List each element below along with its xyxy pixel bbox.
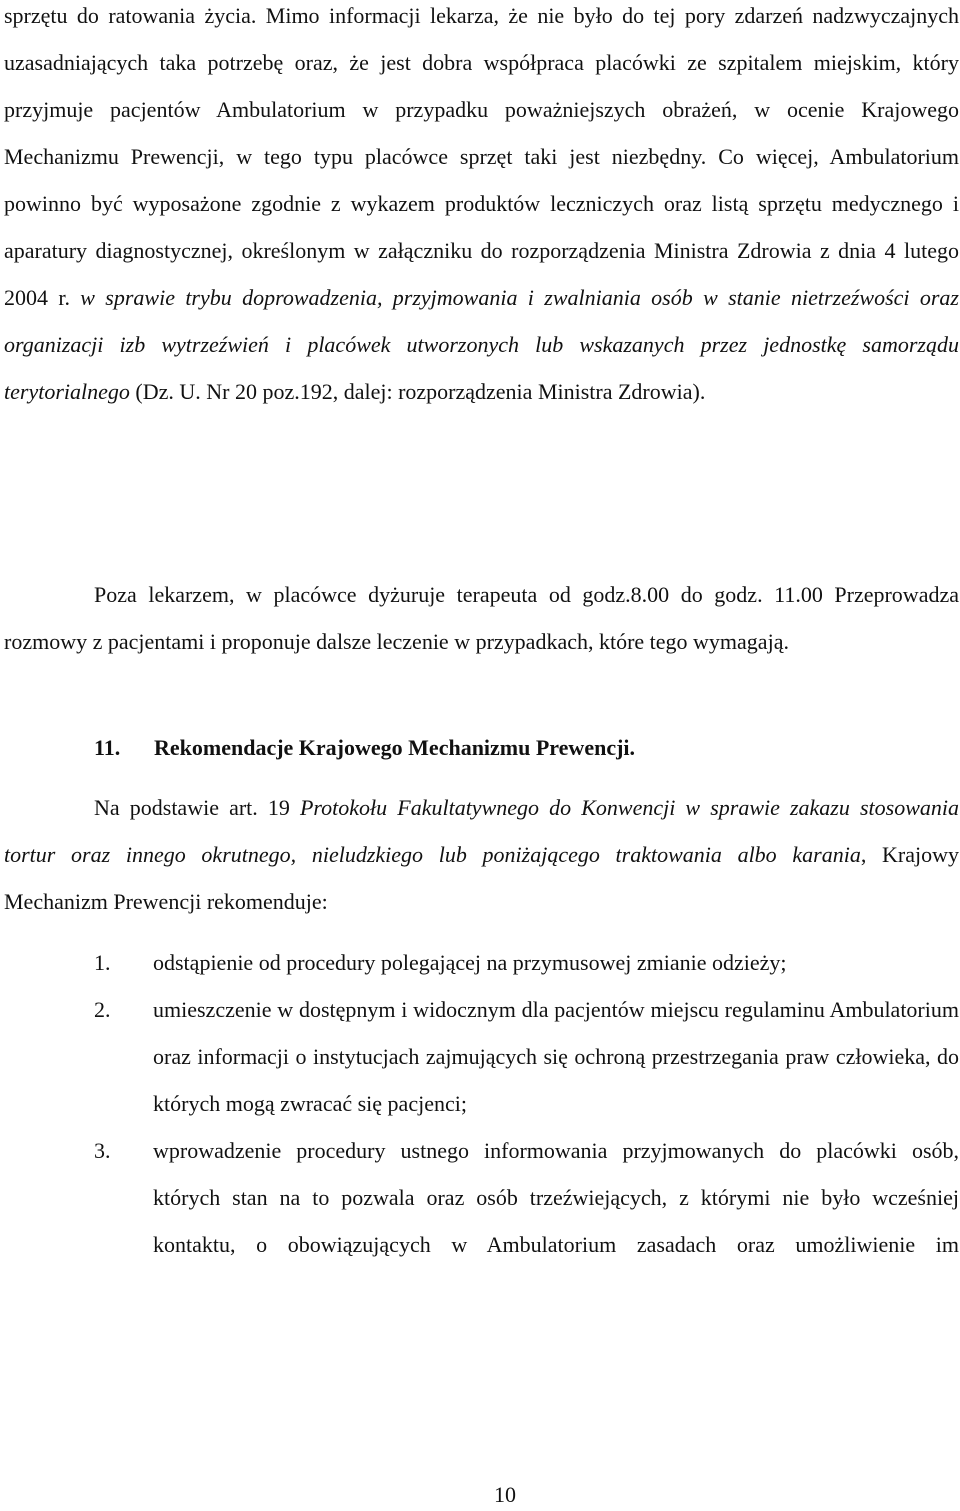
regulation-title: w sprawie trybu doprowadzenia, przyjmowania i zwalniania osób w stanie nietrzeźwości oraz organizacji izb wytrzeźwień i placówek utworzonych lub wskazanych przez jednostkę samorządu terytorialnego — [4, 285, 959, 404]
list-item-number: 3. — [94, 1138, 111, 1163]
list-item-number: 1. — [94, 950, 111, 975]
paragraph-legal-basis — [4, 784, 959, 925]
paragraph-therapist: Poza lekarzem, w placówce dyżuruje terapeuta od godz.8.00 do godz. 11.00 Przeprowadza rozmowy z pacjentami i proponuje dalsze leczenie w przypadkach, które tego wymagają. — [4, 582, 959, 654]
section-number: 11. — [94, 735, 121, 760]
section-heading — [94, 724, 635, 771]
list-item-text: odstąpienie od procedury polegającej na przymusowej zmianie odzieży; — [153, 950, 787, 975]
paragraph-1-text: sprzętu do ratowania życia. Mimo informacji lekarza, że nie było do tej pory zdarzeń nadzwyczajnych uzasadniających taka potrzebę oraz, że jest dobra współpraca placówki ze szpitalem miejskim, który przyjmuje pacjentów Ambulatorium w przypadku poważniejszych obrażeń, w ocenie Krajowego Mechanizmu Prewencji, w tego typu placówce sprzęt taki jest niezbędny. Co więcej, Ambulatorium powinno być wyposażone zgodnie z wykazem produktów leczniczych oraz listą sprzętu medycznego i aparatury diagnostycznej, określonym w załączniku do rozporządzenia Ministra Zdrowia z dnia 4 lutego 2004 r. — [4, 3, 959, 310]
paragraph-ambulatory-equipment — [4, 0, 959, 415]
page-number: 10 — [494, 1482, 516, 1507]
list-item — [0, 986, 960, 1127]
list-item-text: umieszczenie w dostępnym i widocznym dla pacjentów miejscu regulaminu Ambulatorium oraz informacji o instytucjach zajmujących się ochroną przestrzegania praw człowieka, do których mogą zwracać się pacjenci; — [153, 997, 959, 1116]
protocol-title: Protokołu Fakultatywnego do Konwencji w sprawie zakazu stosowania tortur oraz innego okrutnego, nieludzkiego lub poniżającego traktowania albo karania — [4, 795, 959, 867]
list-item — [0, 939, 960, 986]
paragraph-1-tail: (Dz. U. Nr 20 poz.192, dalej: rozporządzenia Ministra Zdrowia). — [129, 379, 706, 404]
list-item-text: wprowadzenie procedury ustnego informowania przyjmowanych do placówki osób, których stan na to pozwala oraz osób trzeźwiejących, z którymi nie było wcześniej kontaktu, o obowiązujących w Ambulatorium zasadach oraz umożliwienie im — [153, 1138, 959, 1257]
paragraph-3-lead: Na podstawie art. 19 — [94, 795, 300, 820]
list-item-number: 2. — [94, 997, 111, 1022]
paragraph-3-tail: , Krajowy Mechanizm Prewencji rekomenduje: — [4, 842, 960, 914]
recommendations-list — [0, 939, 960, 1268]
section-title: Rekomendacje Krajowego Mechanizmu Prewencji. — [154, 735, 636, 760]
list-item — [0, 1127, 960, 1268]
